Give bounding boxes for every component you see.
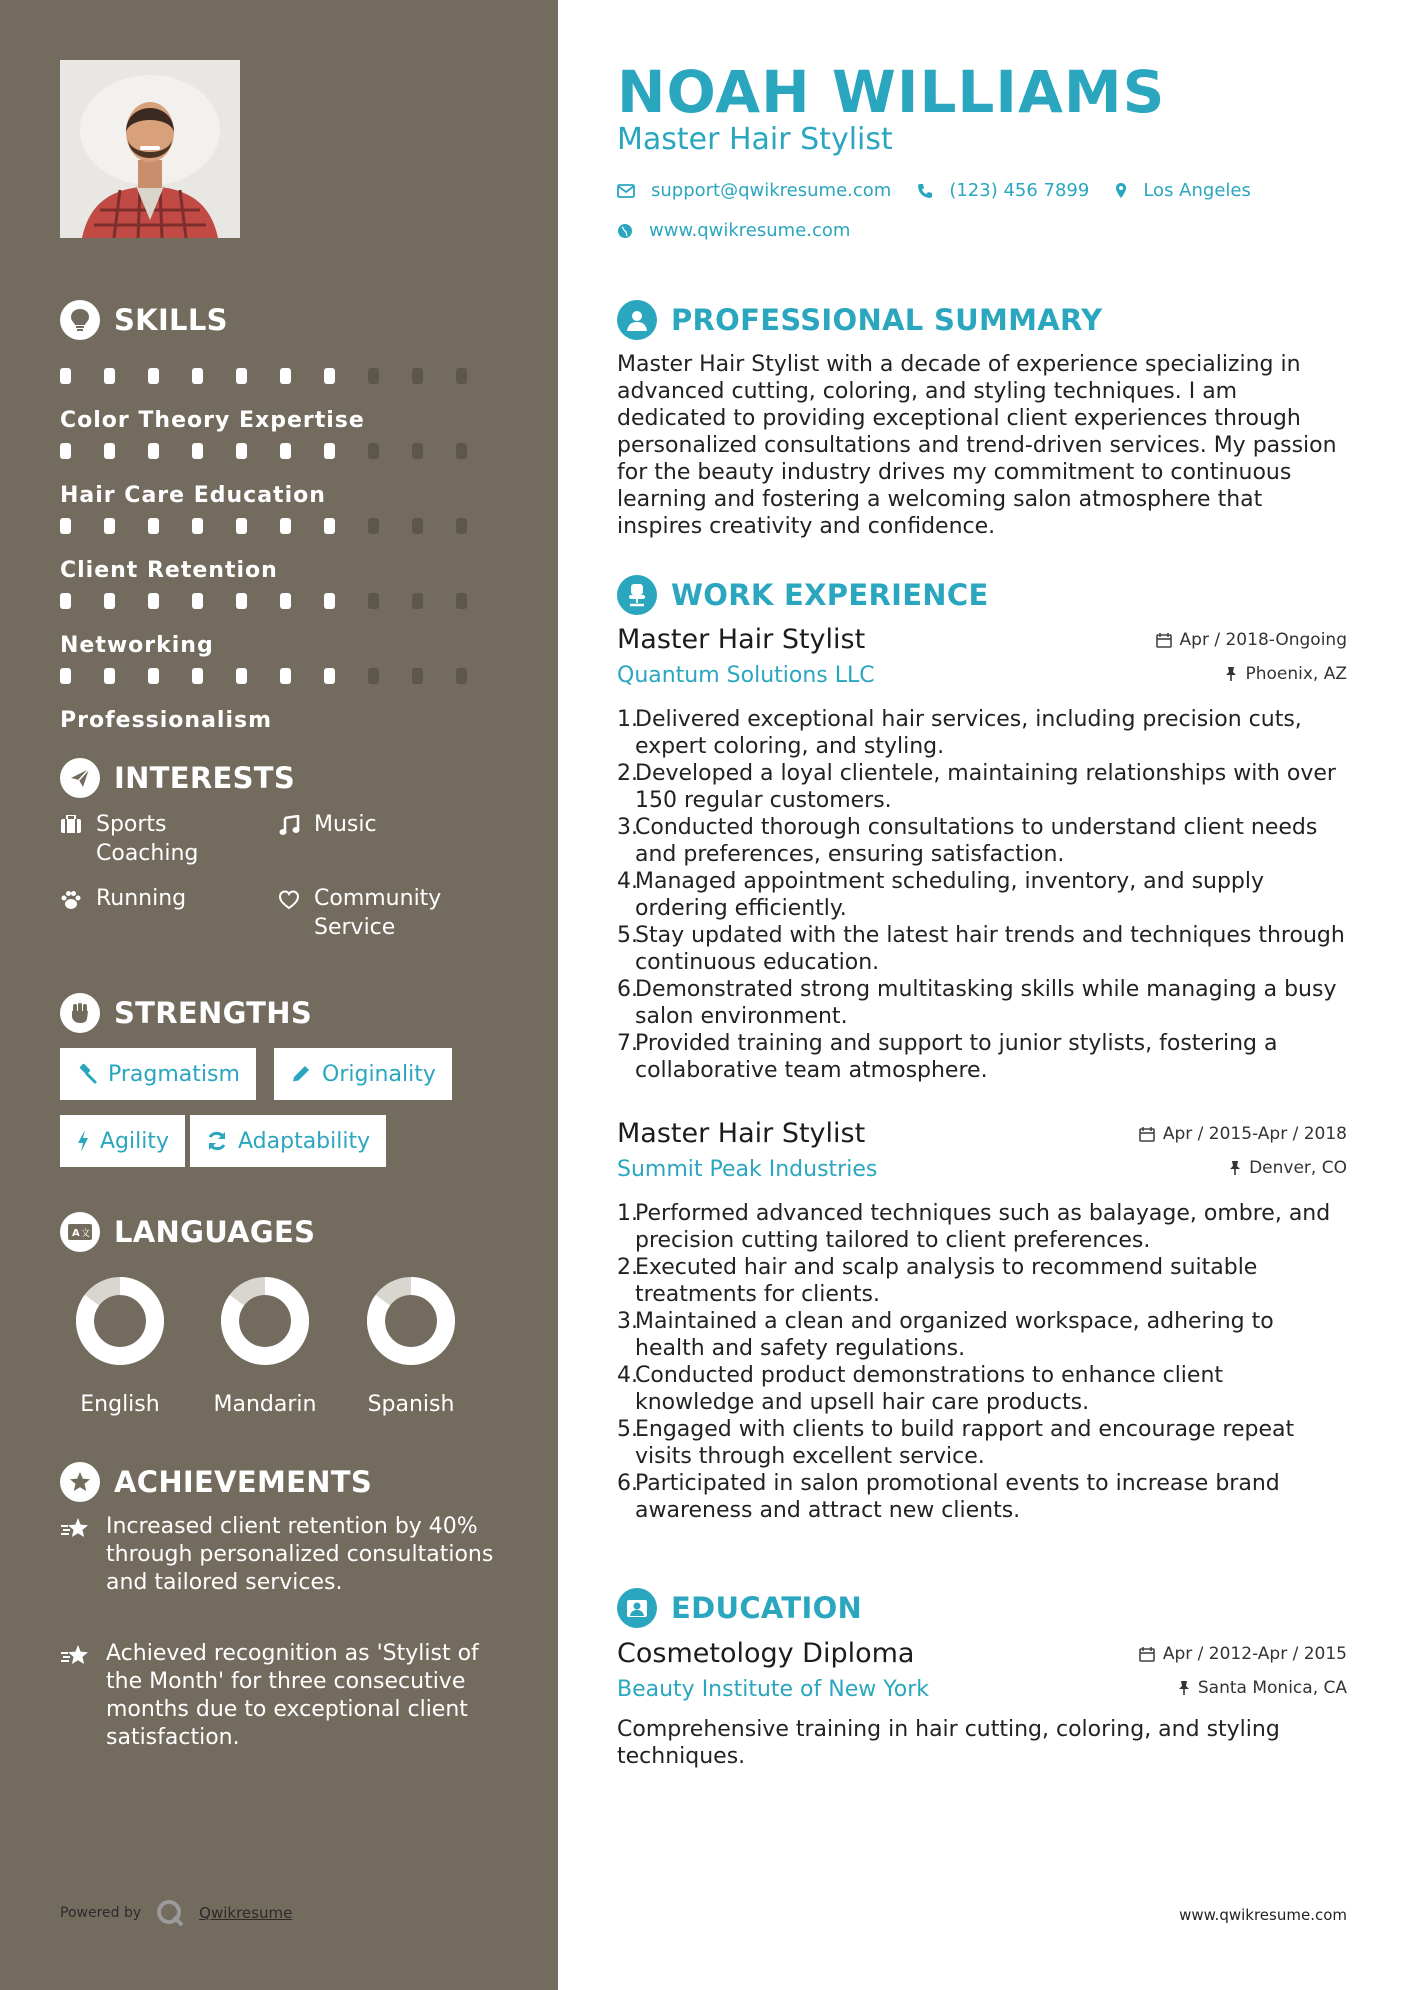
contact-row: [617, 180, 1277, 201]
job-bullet-text: Engaged with clients to build rapport and encourage repeat visits through excellent service.: [635, 1417, 1295, 1469]
user-icon: [617, 300, 657, 340]
skill-dot-filled: [236, 443, 247, 459]
job-bullets: [617, 1200, 1347, 1524]
refresh-icon: [206, 1130, 228, 1152]
achievement-item: [60, 1513, 500, 1597]
education-location: [1178, 1678, 1347, 1698]
skill-name: Hair Care Education: [60, 483, 326, 508]
pencil-icon: [290, 1063, 312, 1085]
job-title: Master Hair Stylist: [617, 624, 866, 655]
job-bullet-text: Managed appointment scheduling, inventory, and supply ordering efficiently.: [635, 869, 1265, 921]
skill-dot-filled: [280, 518, 291, 534]
skill-item: [60, 500, 500, 583]
website-text: www.qwikresume.com: [649, 220, 851, 241]
job-bullet-text: Conducted product demonstrations to enhance client knowledge and upsell hair care products.: [635, 1363, 1224, 1415]
skill-dot-filled: [104, 668, 115, 684]
job-location: [1229, 1158, 1347, 1178]
skill-dot-filled: [324, 518, 335, 534]
skill-dot-filled: [104, 518, 115, 534]
achievements-heading: [60, 1462, 372, 1502]
strength-label: Originality: [322, 1061, 436, 1087]
job-bullet: 6.Demonstrated strong multitasking skills while managing a busy salon environment.: [617, 977, 1337, 1029]
skill-dot-empty: [456, 368, 467, 384]
interest-item: [278, 810, 498, 839]
skill-dot-filled: [148, 368, 159, 384]
job-dates-text: Apr / 2018-Ongoing: [1179, 630, 1347, 650]
skill-dot-empty: [456, 593, 467, 609]
skill-item: [60, 350, 500, 433]
contact-email[interactable]: [617, 180, 891, 201]
job-bullet-text: Conducted thorough consultations to understand client needs and preferences, ensuring satisfaction.: [635, 815, 1318, 867]
svg-text:A: A: [72, 1228, 80, 1239]
skill-rating: [60, 518, 500, 534]
achievement-item: [60, 1640, 500, 1752]
job-bullet: 5.Stay updated with the latest hair trends and techniques through continuous education.: [617, 923, 1345, 975]
education-degree: Cosmetology Diploma: [617, 1638, 915, 1669]
job-bullet-text: Stay updated with the latest hair trends and techniques through continuous education.: [635, 923, 1345, 975]
skill-name: Professionalism: [60, 708, 273, 733]
job-dates-text: Apr / 2015-Apr / 2018: [1162, 1124, 1347, 1144]
job-bullet: 2.Developed a loyal clientele, maintaining relationships with over 150 regular customers.: [617, 761, 1336, 813]
language-icon: [60, 1212, 100, 1252]
skill-dot-empty: [368, 368, 379, 384]
skill-dot-filled: [280, 368, 291, 384]
skill-dot-filled: [60, 368, 71, 384]
job-entry: [617, 1118, 1347, 1524]
skill-dot-filled: [280, 443, 291, 459]
skill-dot-filled: [280, 593, 291, 609]
interest-item: [278, 884, 498, 942]
interest-label: Music: [314, 812, 377, 837]
job-bullet-text: Delivered exceptional hair services, including precision cuts, expert coloring, and styling.: [635, 707, 1302, 759]
interest-label: Running: [96, 886, 187, 911]
language-item: [190, 1276, 340, 1417]
skill-name: Networking: [60, 633, 214, 658]
language-ring: [220, 1276, 310, 1366]
skill-name: Client Retention: [60, 558, 278, 583]
job-dates: [1139, 1124, 1347, 1144]
star-icon: [60, 1640, 94, 1752]
calendar-icon: [1139, 1646, 1155, 1662]
heart-outline-icon: [278, 884, 306, 942]
skill-rating: [60, 368, 500, 384]
languages-title: LANGUAGES: [114, 1215, 316, 1249]
music-note-icon: [278, 810, 306, 839]
language-label: Mandarin: [213, 1392, 317, 1417]
skill-item: [60, 425, 500, 508]
skill-dot-filled: [104, 368, 115, 384]
bolt-icon: [76, 1129, 90, 1153]
summary-heading: [617, 300, 1102, 340]
skill-name: Color Theory Expertise: [60, 408, 365, 433]
job-bullet-text: Performed advanced techniques such as balayage, ombre, and precision cutting tailored to client preferences.: [635, 1201, 1331, 1253]
skill-dot-filled: [148, 518, 159, 534]
skill-dot-empty: [368, 443, 379, 459]
paw-icon: [60, 884, 88, 913]
job-bullet-text: Provided training and support to junior stylists, fostering a collaborative team atmosphere.: [635, 1031, 1278, 1083]
strength-label: Pragmatism: [108, 1061, 240, 1087]
sidebar: [0, 0, 558, 1990]
strengths-title: STRENGTHS: [114, 996, 313, 1030]
envelope-icon: [617, 184, 635, 198]
powered-by-label: Powered by: [60, 1905, 142, 1921]
strengths-heading: [60, 993, 312, 1033]
skill-dot-filled: [60, 443, 71, 459]
skill-dot-filled: [192, 368, 203, 384]
skill-dot-filled: [192, 593, 203, 609]
skill-dot-filled: [192, 518, 203, 534]
job-location: [1225, 664, 1347, 684]
job-bullet: 3.Maintained a clean and organized workspace, adhering to health and safety regulations.: [617, 1309, 1274, 1361]
interest-label: Sports Coaching: [96, 812, 199, 866]
strength-badge: [60, 1115, 185, 1167]
languages-heading: [60, 1212, 315, 1252]
language-ring: [366, 1276, 456, 1366]
star-badge-icon: [60, 1462, 100, 1502]
job-bullet-text: Participated in salon promotional events to increase brand awareness and attract new clients.: [635, 1471, 1280, 1523]
job-bullet: 2.Executed hair and scalp analysis to recommend suitable treatments for clients.: [617, 1255, 1258, 1307]
skill-dot-empty: [368, 593, 379, 609]
pushpin-icon: [1178, 1680, 1190, 1696]
powered-by: [60, 1898, 292, 1928]
strength-badge: [274, 1048, 452, 1100]
strength-badge: [190, 1115, 386, 1167]
contact-phone[interactable]: [917, 180, 1089, 201]
skill-dot-empty: [368, 668, 379, 684]
skill-dot-filled: [60, 518, 71, 534]
skill-dot-filled: [60, 668, 71, 684]
job-company: Quantum Solutions LLC: [617, 663, 875, 688]
interests-heading: [60, 758, 295, 798]
skill-dot-filled: [324, 443, 335, 459]
education-school: Beauty Institute of New York: [617, 1677, 929, 1702]
skill-item: [60, 575, 500, 658]
education-dates: [1139, 1644, 1347, 1664]
language-label: English: [80, 1392, 160, 1417]
svg-text:文: 文: [81, 1229, 91, 1239]
job-dates: [1156, 630, 1347, 650]
skill-dot-filled: [324, 368, 335, 384]
language-item: [336, 1276, 486, 1417]
contact-website[interactable]: [617, 220, 850, 241]
job-bullet: 1.Delivered exceptional hair services, including precision cuts, expert coloring, and styling.: [617, 707, 1302, 759]
job-bullet-text: Maintained a clean and organized workspace, adhering to health and safety regulations.: [635, 1309, 1274, 1361]
skill-dot-filled: [236, 593, 247, 609]
interest-item: [60, 810, 260, 868]
office-chair-icon: [617, 575, 657, 615]
contact-location: [1115, 180, 1251, 201]
summary-title: PROFESSIONAL SUMMARY: [671, 303, 1103, 337]
job-bullet: 1.Performed advanced techniques such as balayage, ombre, and precision cutting tailored to client preferences.: [617, 1201, 1331, 1253]
achievement-text: Achieved recognition as 'Stylist of the Month' for three consecutive months due to exceptional client satisfaction.: [106, 1641, 479, 1750]
pushpin-icon: [1225, 666, 1237, 682]
job-location-text: Denver, CO: [1249, 1158, 1347, 1178]
pushpin-icon: [1229, 1160, 1241, 1176]
skill-dot-filled: [148, 443, 159, 459]
strength-label: Adaptability: [238, 1128, 371, 1154]
strength-label: Agility: [100, 1128, 169, 1154]
skill-dot-filled: [324, 668, 335, 684]
qwikresume-logo-icon: [155, 1898, 185, 1928]
lightbulb-icon: [60, 300, 100, 340]
job-bullet: 7.Provided training and support to junior stylists, fostering a collaborative team atmosphere.: [617, 1031, 1278, 1083]
candidate-role: Master Hair Stylist: [617, 122, 893, 157]
job-bullet-text: Executed hair and scalp analysis to recommend suitable treatments for clients.: [635, 1255, 1258, 1307]
interests-title: INTERESTS: [114, 761, 296, 795]
language-label: Spanish: [367, 1392, 455, 1417]
candidate-name: NOAH WILLIAMS: [617, 58, 1166, 126]
experience-heading: [617, 575, 989, 615]
calendar-icon: [1156, 632, 1172, 648]
summary-text: Master Hair Stylist with a decade of experience specializing in advanced cutting, coloring, and styling techniques. I am dedicated to providing exceptional client experiences through personalized consultations and trend-driven services. My passion for the beauty industry drives my commitment to continuous learning and fostering a welcoming salon atmosphere that inspires creativity and confidence.: [617, 352, 1337, 539]
job-bullets: [617, 706, 1347, 1084]
skill-dot-filled: [280, 668, 291, 684]
phone-text: (123) 456 7899: [949, 180, 1090, 201]
skill-item: [60, 650, 500, 733]
skill-dot-filled: [104, 593, 115, 609]
phone-icon: [917, 183, 933, 199]
skill-dot-filled: [324, 593, 335, 609]
strength-badge: [60, 1048, 256, 1100]
skill-dot-empty: [412, 593, 423, 609]
globe-icon: [617, 223, 633, 239]
briefcase-icon: [60, 810, 88, 868]
achievement-text: Increased client retention by 40% through personalized consultations and tailored services.: [106, 1514, 494, 1595]
job-bullet-text: Demonstrated strong multitasking skills while managing a busy salon environment.: [635, 977, 1337, 1029]
gavel-icon: [76, 1063, 98, 1085]
fist-icon: [60, 993, 100, 1033]
skill-dot-empty: [412, 518, 423, 534]
qwikresume-link[interactable]: Qwikresume: [199, 1904, 293, 1922]
education-title: EDUCATION: [671, 1591, 863, 1625]
skill-dot-empty: [456, 443, 467, 459]
skill-dot-filled: [192, 668, 203, 684]
education-location-text: Santa Monica, CA: [1197, 1678, 1347, 1698]
job-entry: [617, 624, 1347, 1084]
skill-dot-empty: [412, 368, 423, 384]
language-item: [45, 1276, 195, 1417]
job-location-text: Phoenix, AZ: [1245, 664, 1347, 684]
skill-dot-filled: [104, 443, 115, 459]
achievements-title: ACHIEVEMENTS: [114, 1465, 373, 1499]
experience-title: WORK EXPERIENCE: [671, 578, 989, 612]
skill-dot-filled: [148, 593, 159, 609]
paper-plane-icon: [60, 758, 100, 798]
skill-dot-empty: [412, 443, 423, 459]
skill-dot-empty: [412, 668, 423, 684]
interest-item: [60, 884, 260, 913]
email-text: support@qwikresume.com: [651, 180, 892, 201]
skill-rating: [60, 668, 500, 684]
education-entry: [617, 1638, 1347, 1770]
education-heading: [617, 1588, 862, 1628]
language-ring: [75, 1276, 165, 1366]
contact-row-website: [617, 220, 876, 241]
job-bullet: 5.Engaged with clients to build rapport and encourage repeat visits through excellent service.: [617, 1417, 1295, 1469]
graduation-icon: [617, 1588, 657, 1628]
job-title: Master Hair Stylist: [617, 1118, 866, 1149]
skill-dot-filled: [236, 518, 247, 534]
job-bullet: 4.Conducted product demonstrations to enhance client knowledge and upsell hair care products.: [617, 1363, 1224, 1415]
education-description: Comprehensive training in hair cutting, coloring, and styling techniques.: [617, 1717, 1280, 1769]
job-bullet: 3.Conducted thorough consultations to understand client needs and preferences, ensuring satisfaction.: [617, 815, 1318, 867]
skill-dot-filled: [236, 368, 247, 384]
skill-dot-filled: [192, 443, 203, 459]
location-text: Los Angeles: [1143, 180, 1251, 201]
skill-dot-filled: [148, 668, 159, 684]
skill-rating: [60, 443, 500, 459]
skills-heading: [60, 300, 228, 340]
skill-dot-empty: [456, 518, 467, 534]
skill-dot-filled: [60, 593, 71, 609]
skill-dot-empty: [368, 518, 379, 534]
skills-title: SKILLS: [114, 303, 228, 337]
education-dates-text: Apr / 2012-Apr / 2015: [1162, 1644, 1347, 1664]
skill-dot-filled: [236, 668, 247, 684]
skill-rating: [60, 593, 500, 609]
profile-photo: [60, 60, 240, 238]
job-bullet: 4.Managed appointment scheduling, inventory, and supply ordering efficiently.: [617, 869, 1265, 921]
map-pin-icon: [1115, 182, 1127, 199]
star-icon: [60, 1513, 94, 1597]
job-bullet: 6.Participated in salon promotional events to increase brand awareness and attract new clients.: [617, 1471, 1280, 1523]
job-company: Summit Peak Industries: [617, 1157, 878, 1182]
interest-label: Community Service: [314, 886, 442, 940]
calendar-icon: [1139, 1126, 1155, 1142]
job-bullet-text: Developed a loyal clientele, maintaining relationships with over 150 regular customers.: [635, 761, 1336, 813]
footer-url[interactable]: www.qwikresume.com: [1179, 1906, 1347, 1924]
skill-dot-empty: [456, 668, 467, 684]
